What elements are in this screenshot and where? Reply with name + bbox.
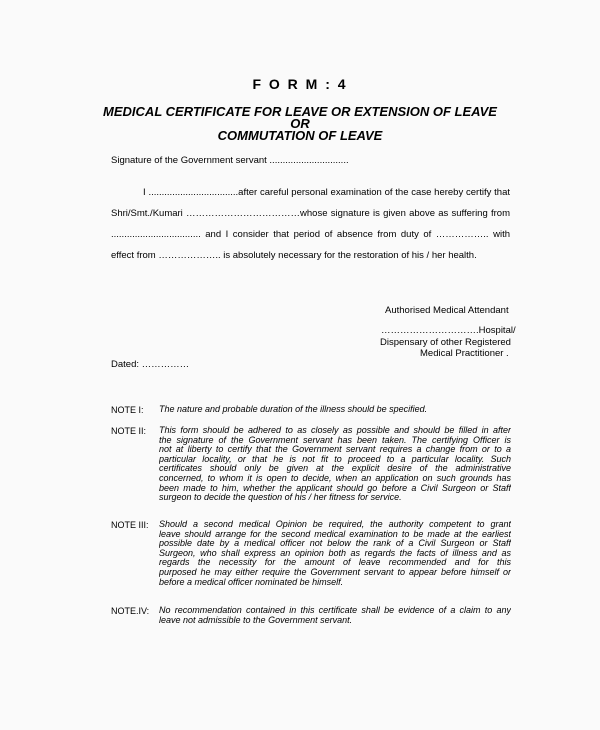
note-2-label: NOTE II:: [111, 426, 147, 436]
note-line: before a medical officer nominated be himself.: [159, 577, 344, 587]
note-line: particular locality, or that he is not fit to proceed to a particular locality. Such: [159, 454, 511, 464]
signature-line: Signature of the Government servant ..............................: [111, 155, 349, 166]
note-1-body: [159, 405, 511, 415]
note-4-label: NOTE.IV:: [111, 606, 150, 616]
note-line: the signature of the Government servant has been taken. The certifying Officer is: [159, 435, 511, 445]
note-line: The nature and probable duration of the illness should be specified.: [159, 405, 428, 414]
note-line: surgeon to decide the question of his / her fitness for service.: [159, 493, 402, 503]
note-line: regards the necessity for the amount of leave recommended and for this: [159, 558, 511, 568]
certify-line-3: .................................. and I consider that period of absence from duty of …………….. with: [111, 229, 510, 240]
note-line: been made to him, whether the applicant should go before a Civil Surgeon or Staff: [159, 483, 511, 493]
note-line: leave should arrange for the second medical examination to be made at the earliest: [159, 529, 511, 539]
note-2-body: [159, 426, 511, 503]
note-line: Surgeon, who shall express an opinion both as regards the facts of illness and as: [159, 548, 511, 558]
note-line: certificates should only be given at the explicit desire of the administrative: [159, 464, 511, 474]
attendant-practitioner: Medical Practitioner .: [420, 348, 509, 359]
certificate-title: [100, 106, 500, 142]
note-1-label: NOTE I:: [111, 405, 144, 415]
note-line: This form should be adhered to as closely as possible and should be filled in after: [159, 426, 511, 435]
note-3-label: NOTE III:: [111, 520, 149, 530]
title-line-2: COMMUTATION OF LEAVE: [217, 128, 383, 143]
note-line: purposed he may either require the Government servant to appear before himself or: [159, 567, 511, 577]
attendant-hospital: ………………………….Hospital/: [381, 325, 516, 336]
note-line: leave not admissible to the Government servant.: [159, 615, 353, 625]
note-line: Should a second medical Opinion be required, the authority competent to grant: [159, 520, 511, 529]
certify-line-2: Shri/Smt./Kumari ………………………………whose signature is given above as suffering from: [111, 208, 510, 219]
note-3-body: [159, 520, 511, 587]
title-line-1: MEDICAL CERTIFICATE FOR LEAVE OR EXTENSION OF LEAVE OR: [103, 104, 497, 131]
note-line: not at liberty to certify that the Government servant requires a change from or to a: [159, 445, 511, 455]
attendant-dispensary: Dispensary of other Registered: [380, 337, 511, 348]
note-4-body: [159, 606, 511, 625]
note-line: No recommendation contained in this certificate shall be evidence of a claim to any: [159, 606, 511, 615]
certify-line-4: effect from ……………….. is absolutely necessary for the restoration of his / her health.: [111, 250, 477, 261]
note-line: possible date by a medical officer not below the rank of a Civil Surgeon or Staff: [159, 539, 511, 549]
dated-line: Dated: ……………: [111, 359, 190, 370]
note-line: concerned, to whom it is open to decide, when an application on such grounds has: [159, 473, 511, 483]
certify-line-1: I ..................................after careful personal examination of the case hereby certify that: [143, 187, 510, 198]
attendant-title: Authorised Medical Attendant: [385, 305, 509, 316]
form-number: F O R M : 4: [252, 76, 348, 92]
